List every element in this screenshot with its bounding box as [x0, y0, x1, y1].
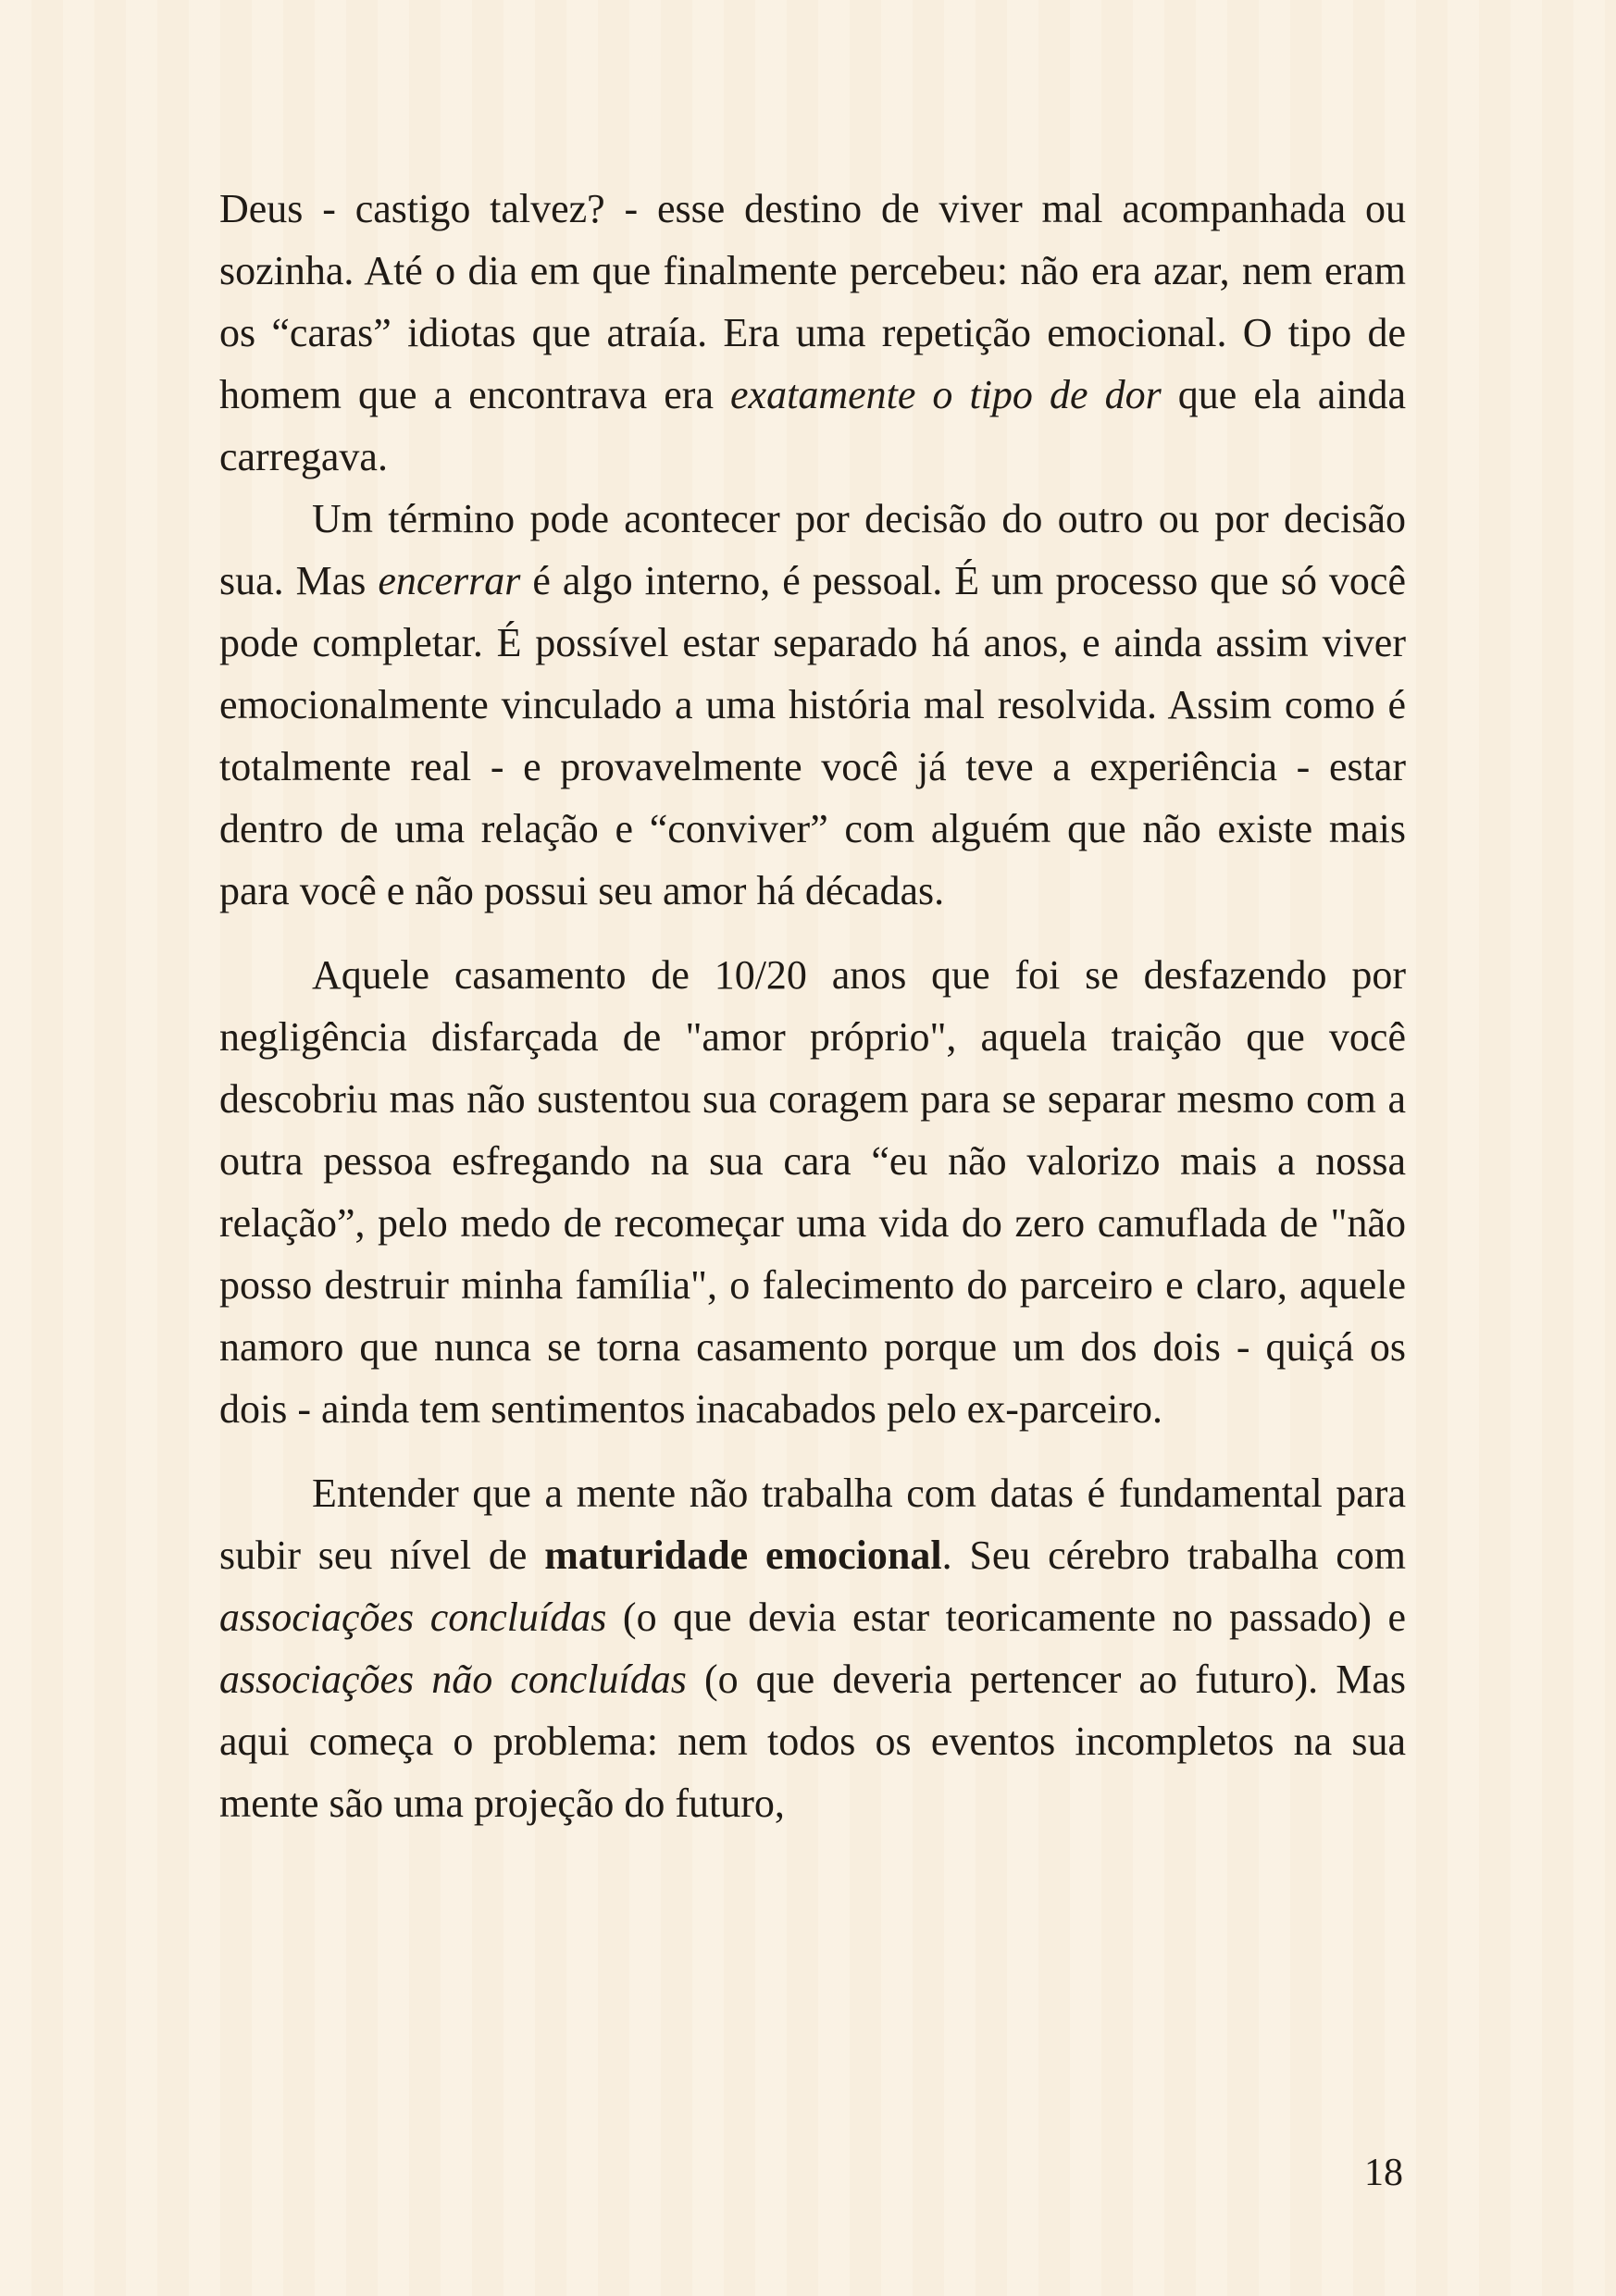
- paragraph-4-text: Entender que a mente não trabalha com datas é fundamental para subir seu nível de: [219, 1471, 1406, 1578]
- paragraph-4-text: . Seu cérebro trabalha com: [941, 1533, 1406, 1578]
- paragraph-4-italic-phrase: associações não concluídas: [219, 1657, 687, 1702]
- paragraph-1: [219, 178, 1406, 488]
- paragraph-1-text: Deus - castigo talvez? - esse destino de viver mal acompanhada ou sozinha. Até o dia em que finalmente percebeu: não era azar, nem eram os “caras” idiotas que atraía. Era uma repetição emocional. O tipo de homem que a encontrava era: [219, 186, 1406, 417]
- paragraph-3: [219, 944, 1406, 1440]
- paragraph-4-text: (o que deveria pertencer ao futuro). Mas aqui começa o problema: nem todos os eventos incompletos na sua mente são uma projeção do futuro,: [219, 1657, 1407, 1826]
- paragraph-4-italic-phrase: associações concluídas: [219, 1595, 607, 1640]
- paragraph-4-text: (o que devia estar teoricamente no passado) e: [606, 1595, 1406, 1640]
- paragraph-4: [219, 1462, 1406, 1834]
- page-number: 18: [1364, 2152, 1403, 2194]
- paragraph-4-bold-phrase: maturidade emocional: [544, 1533, 942, 1578]
- paragraph-2: [219, 488, 1406, 922]
- paragraph-1-text: que ela ainda carregava.: [219, 372, 1406, 479]
- paragraph-2-italic-phrase: encerrar: [378, 558, 521, 603]
- paragraph-3-text: Aquele casamento de 10/20 anos que foi se desfazendo por negligência disfarçada de "amor próprio", aquela traição que você descobriu mas não sustentou sua coragem para se separar mesmo com a outra pessoa esfregando na sua cara “eu não valorizo mais a nossa relação”, pelo medo de recomeçar uma vida do zero camuflada de "não posso destruir minha família", o falecimento do parceiro e claro, aquele namoro que nunca se torna casamento porque um dos dois - quiçá os dois - ainda tem sentimentos inacabados pelo ex-parceiro.: [219, 952, 1406, 1432]
- paragraph-2-text: é algo interno, é pessoal. É um processo que só você pode completar. É possível estar separado há anos, e ainda assim viver emocionalmente vinculado a uma história mal resolvida. Assim como é totalmente real - e provavelmente você já teve a experiência - estar dentro de uma relação e “conviver” com alguém que não existe mais para você e não possui seu amor há décadas.: [219, 558, 1406, 913]
- paragraph-1-italic-phrase: exatamente o tipo de dor: [730, 372, 1162, 417]
- paragraph-2-text: Um término pode acontecer por decisão do outro ou por decisão sua. Mas: [219, 496, 1406, 603]
- page-text-block: [219, 178, 1406, 1834]
